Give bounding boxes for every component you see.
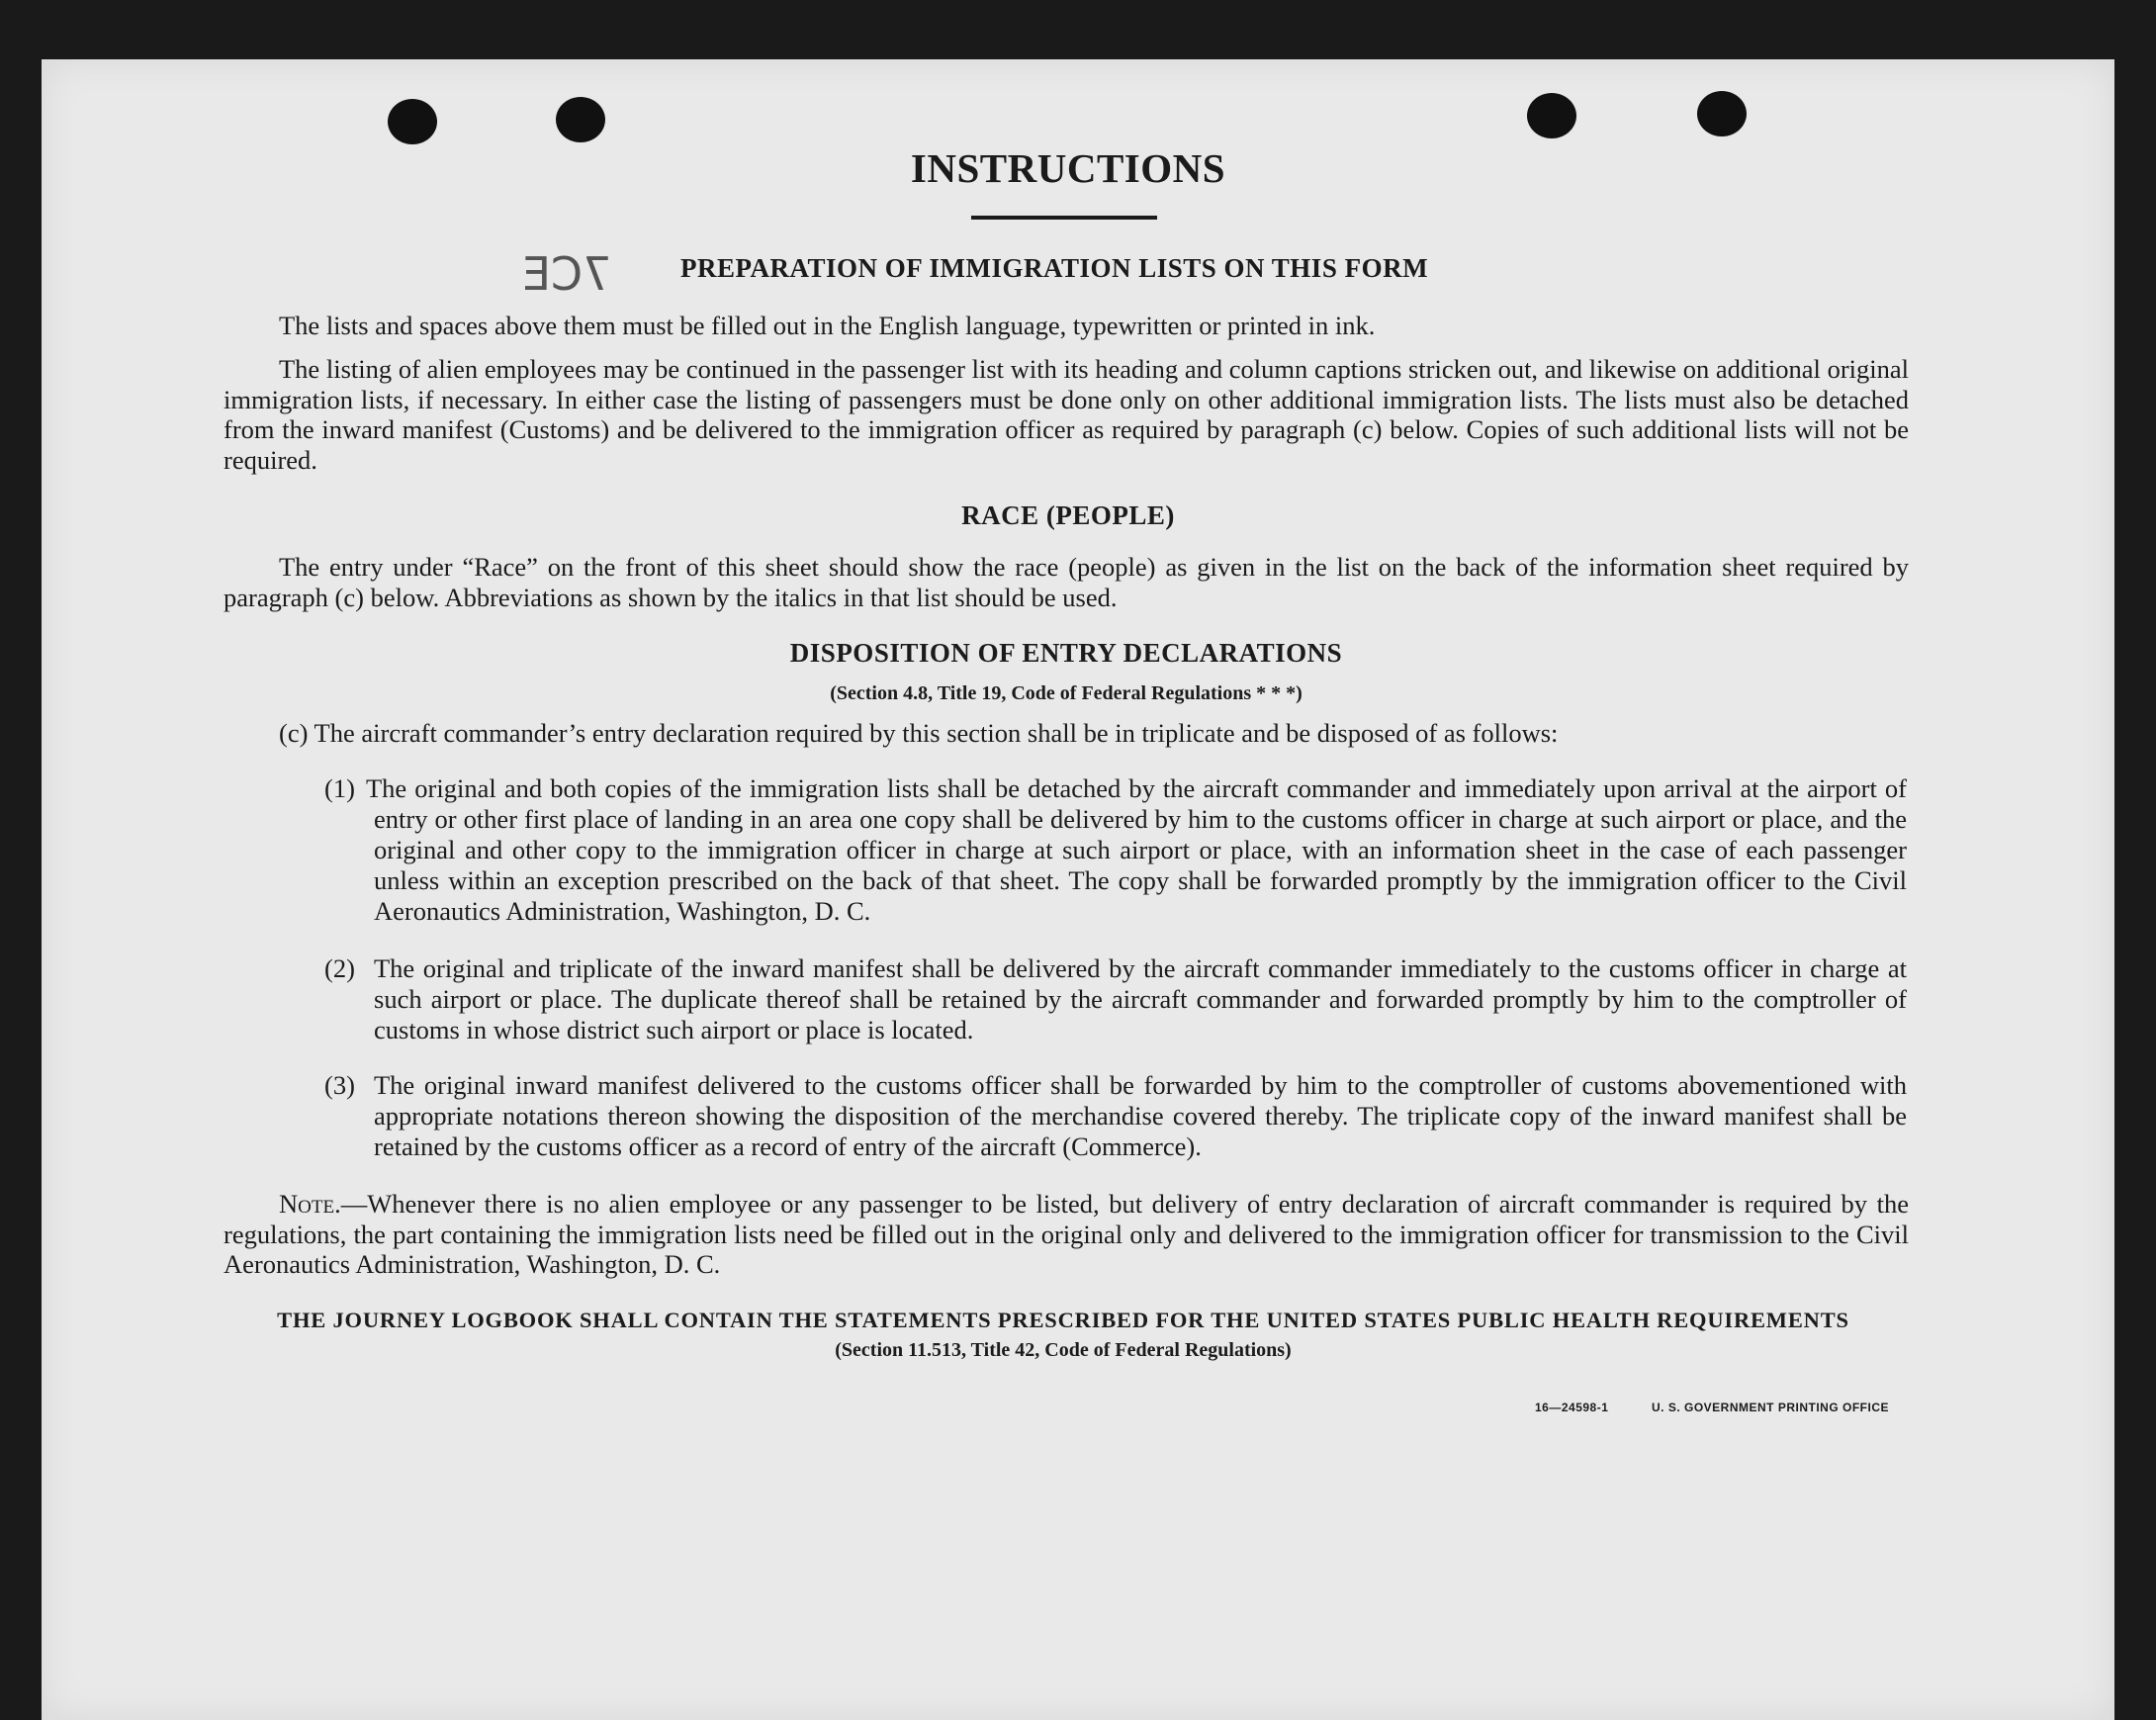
item-number: (2) [324,953,355,983]
paragraph-c-intro: (c) The aircraft commander’s entry declaration required by this section shall be in triplicate and be disposed of as follows: [279,718,1559,748]
paragraph-english-language: The lists and spaces above them must be filled out in the English language, typewritten or printed in ink. [279,311,1376,340]
punch-hole-2 [556,97,605,142]
footer-statement: THE JOURNEY LOGBOOK SHALL CONTAIN THE STATEMENTS PRESCRIBED FOR THE UNITED STATES PUBLIC HEALTH REQUIREMENTS [277,1308,1849,1332]
paragraph-note [224,1189,1909,1280]
footer-citation: (Section 11.513, Title 42, Code of Federal Regulations) [835,1339,1292,1361]
handwritten-mark: 7CE [522,247,612,301]
note-text: —Whenever there is no alien employee or any passenger to be listed, but delivery of entry declaration of aircraft commander is required by the regulations, the part containing the immigration lists need be filled out in the original only and delivered to the immigration officer for transmission to the Civil Aeronautics Administration, Washington, D. C. [224,1189,1909,1279]
print-code: 16—24598-1 [1535,1401,1609,1414]
printer-imprint: U. S. GOVERNMENT PRINTING OFFICE [1652,1401,1890,1414]
page-title: INSTRUCTIONS [910,145,1226,191]
item-text: The original and triplicate of the inward manifest shall be delivered by the aircraft commander immediately to the customs officer in charge at such airport or place. The duplicate thereof shall be retained by the aircraft commander and forwarded promptly by him to the comptroller of customs in whose district such airport or place is located. [374,953,1907,1044]
item-number: (3) [324,1070,355,1100]
section-heading-preparation: PREPARATION OF IMMIGRATION LISTS ON THIS FORM [680,253,1429,283]
note-label: Note. [279,1189,341,1219]
punch-hole-3 [1527,93,1576,138]
paragraph-race: The entry under “Race” on the front of this sheet should show the race (people) as given in the list on the back of the information sheet required by paragraph (c) below. Abbreviations as shown by the italics in that list should be used. [224,552,1909,612]
section-subheading-disposition: (Section 4.8, Title 19, Code of Federal Regulations * * *) [830,682,1303,704]
section-heading-disposition: DISPOSITION OF ENTRY DECLARATIONS [789,638,1343,668]
punch-hole-1 [388,99,437,144]
punch-hole-4 [1697,91,1747,136]
item-number: (1) [324,773,355,803]
item-text: The original and both copies of the immigration lists shall be detached by the aircraft commander and immediately upon arrival at the airport of entry or other first place of landing in an area one copy shall be delivered by him to the customs officer in charge at such airport or place, and the original and other copy to the immigration officer in charge at such airport or place, with an information sheet in the case of each passenger unless within an exception prescribed on the back of that sheet. The copy shall be forwarded promptly by the immigration officer to the Civil Aeronautics Administration, Washington, D. C. [366,773,1907,926]
paragraph-alien-employees: The listing of alien employees may be continued in the passenger list with its heading and column captions stricken out, and likewise on additional original immigration lists, if necessary. In either case the listing of passengers must be done only on other additional immigration lists. The lists must also be detached from the inward manifest (Customs) and be delivered to the immigration officer as required by paragraph (c) below. Copies of such additional lists will not be required. [224,354,1909,475]
item-text: The original inward manifest delivered to the customs officer shall be forwarded by him to the comptroller of customs abovementioned with appropriate notations thereon showing the disposition of the merchandise covered thereby. The triplicate copy of the inward manifest shall be retained by the customs officer as a record of entry of the aircraft (Commerce). [374,1070,1907,1161]
section-heading-race: RACE (PEOPLE) [961,500,1175,530]
title-rule [971,216,1157,220]
